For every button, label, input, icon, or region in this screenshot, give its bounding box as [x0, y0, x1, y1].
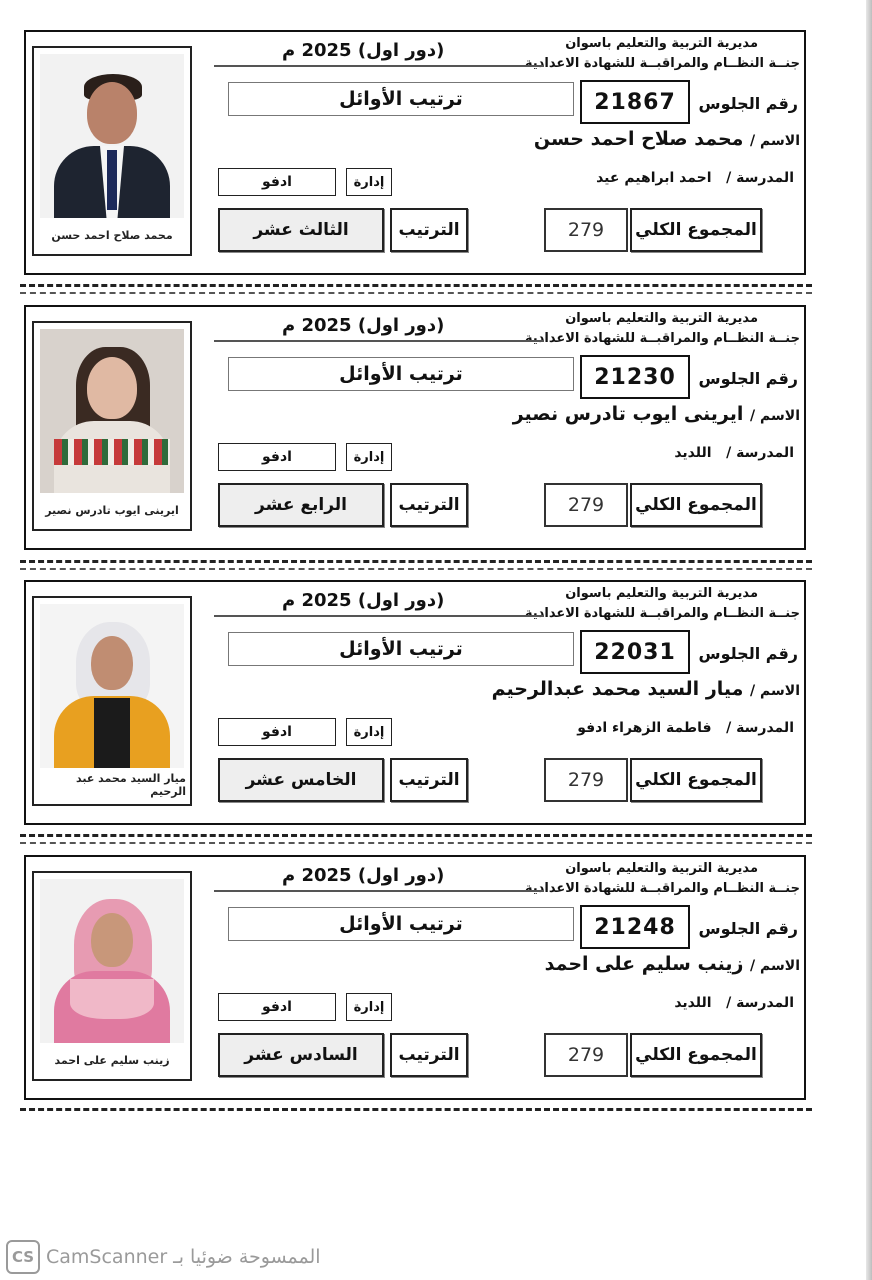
camscanner-watermark: [6, 1240, 321, 1274]
seat-number: 21230: [580, 355, 690, 399]
divider: [214, 65, 544, 67]
photo-caption: زينب سليم على احمد: [54, 1053, 170, 1067]
student-photo-frame: [32, 46, 192, 256]
admin-value: ادفو: [218, 718, 336, 746]
divider: [214, 890, 544, 892]
student-name: زينب سليم على احمد: [544, 953, 744, 975]
seat-label: رقم الجلوس: [698, 919, 798, 938]
student-photo-frame: [32, 596, 192, 806]
session-text: (دور اول) 2025 م: [282, 590, 445, 611]
student-card-2: [24, 305, 806, 550]
page-edge: [866, 0, 872, 1280]
rank-label: الترتيب: [390, 208, 468, 252]
school-label: المدرسة /: [726, 720, 794, 736]
school-name: احمد ابراهيم عيد: [596, 170, 712, 186]
school-label: المدرسة /: [726, 170, 794, 186]
student-name: ميار السيد محمد عبدالرحيم: [491, 678, 744, 700]
student-photo-frame: [32, 321, 192, 531]
admin-value: ادفو: [218, 168, 336, 196]
separator: [20, 284, 812, 287]
school-name: اللديد: [674, 995, 712, 1011]
seat-number: 21867: [580, 80, 690, 124]
committee-text: جنــة النظــام والمراقبــة للشهادة الاعدادية: [524, 56, 800, 71]
admin-value: ادفو: [218, 443, 336, 471]
separator: [20, 1108, 812, 1111]
rank-value: الخامس عشر: [218, 758, 384, 802]
school-row: [596, 170, 794, 186]
separator: [20, 568, 812, 570]
admin-label: إدارة: [346, 443, 392, 471]
total-label: المجموع الكلي: [630, 208, 762, 252]
admin-value: ادفو: [218, 993, 336, 1021]
name-label: الاسم /: [750, 133, 800, 149]
name-row: [492, 678, 800, 700]
title-box: ترتيب الأوائل: [228, 357, 574, 391]
seat-number: 21248: [580, 905, 690, 949]
separator: [20, 834, 812, 837]
total-value: 279: [544, 483, 628, 527]
name-row: [545, 953, 800, 975]
admin-label: إدارة: [346, 718, 392, 746]
photo-caption: محمد صلاح احمد حسن: [51, 228, 173, 242]
total-value: 279: [544, 208, 628, 252]
rank-value: الثالث عشر: [218, 208, 384, 252]
rank-value: السادس عشر: [218, 1033, 384, 1077]
seat-label: رقم الجلوس: [698, 369, 798, 388]
admin-label: إدارة: [346, 168, 392, 196]
student-photo-frame: [32, 871, 192, 1081]
school-name: اللديد: [674, 445, 712, 461]
seat-label: رقم الجلوس: [698, 644, 798, 663]
student-photo: [40, 54, 184, 218]
student-name: محمد صلاح احمد حسن: [533, 128, 744, 150]
divider: [214, 340, 544, 342]
separator: [20, 842, 812, 844]
total-value: 279: [544, 758, 628, 802]
title-box: ترتيب الأوائل: [228, 632, 574, 666]
name-label: الاسم /: [750, 408, 800, 424]
session-text: (دور اول) 2025 م: [282, 865, 445, 886]
school-label: المدرسة /: [726, 445, 794, 461]
student-photo: [40, 604, 184, 768]
committee-text: جنــة النظــام والمراقبــة للشهادة الاعدادية: [524, 606, 800, 621]
admin-label: إدارة: [346, 993, 392, 1021]
title-box: ترتيب الأوائل: [228, 907, 574, 941]
seat-label: رقم الجلوس: [698, 94, 798, 113]
student-photo: [40, 879, 184, 1043]
directorate-text: مديرية التربية والتعليم باسوان: [565, 861, 758, 876]
title-box: ترتيب الأوائل: [228, 82, 574, 116]
total-label: المجموع الكلي: [630, 758, 762, 802]
school-row: [674, 445, 794, 461]
seat-number: 22031: [580, 630, 690, 674]
session-text: (دور اول) 2025 م: [282, 40, 445, 61]
student-photo: [40, 329, 184, 493]
name-label: الاسم /: [750, 958, 800, 974]
rank-label: الترتيب: [390, 483, 468, 527]
student-card-4: [24, 855, 806, 1100]
name-label: الاسم /: [750, 683, 800, 699]
total-value: 279: [544, 1033, 628, 1077]
student-card-1: [24, 30, 806, 275]
school-row: [674, 995, 794, 1011]
total-label: المجموع الكلي: [630, 1033, 762, 1077]
photo-caption: ايرينى ايوب تادرس نصير: [45, 503, 179, 517]
school-row: [577, 720, 794, 736]
session-text: (دور اول) 2025 م: [282, 315, 445, 336]
rank-label: الترتيب: [390, 1033, 468, 1077]
name-row: [534, 128, 800, 150]
committee-text: جنــة النظــام والمراقبــة للشهادة الاعدادية: [524, 881, 800, 896]
photo-caption: ميار السيد محمد عبد الرحيم: [75, 772, 186, 798]
name-row: [513, 403, 800, 425]
school-name: فاطمة الزهراء ادفو: [577, 720, 712, 736]
student-name: ايرينى ايوب تادرس نصير: [512, 403, 744, 425]
rank-label: الترتيب: [390, 758, 468, 802]
separator: [20, 560, 812, 563]
watermark-brand: CamScanner: [46, 1246, 168, 1268]
camscanner-logo: CS: [6, 1240, 40, 1274]
directorate-text: مديرية التربية والتعليم باسوان: [565, 311, 758, 326]
separator: [20, 292, 812, 294]
directorate-text: مديرية التربية والتعليم باسوان: [565, 36, 758, 51]
student-card-3: [24, 580, 806, 825]
total-label: المجموع الكلي: [630, 483, 762, 527]
divider: [214, 615, 544, 617]
watermark-text: الممسوحة ضوئيا بـ: [173, 1246, 321, 1268]
directorate-text: مديرية التربية والتعليم باسوان: [565, 586, 758, 601]
rank-value: الرابع عشر: [218, 483, 384, 527]
committee-text: جنــة النظــام والمراقبــة للشهادة الاعدادية: [524, 331, 800, 346]
school-label: المدرسة /: [726, 995, 794, 1011]
